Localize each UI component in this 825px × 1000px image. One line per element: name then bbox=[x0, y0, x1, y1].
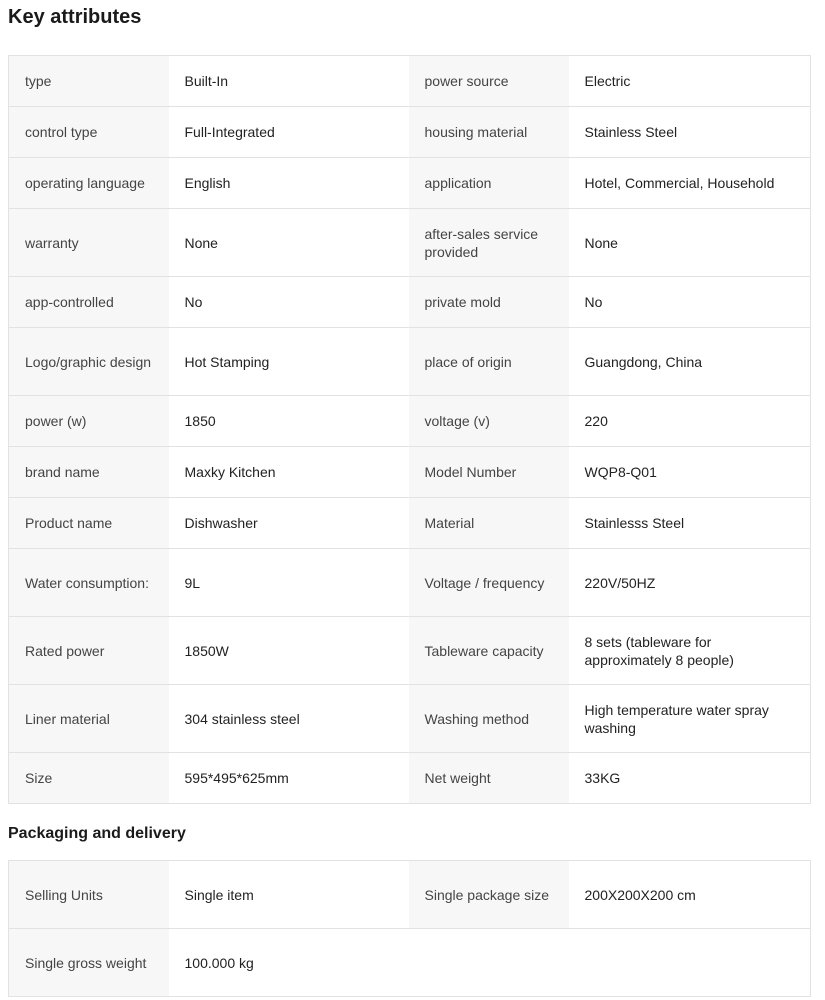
attribute-name: type bbox=[9, 56, 169, 107]
attribute-name: brand name bbox=[9, 447, 169, 498]
attribute-name: application bbox=[409, 158, 569, 209]
attribute-name: Material bbox=[409, 498, 569, 549]
attribute-value: 1850W bbox=[169, 617, 409, 685]
attribute-name: Water consumption: bbox=[9, 549, 169, 617]
attribute-value: None bbox=[169, 209, 409, 277]
attribute-name: Washing method bbox=[409, 685, 569, 753]
table-row bbox=[9, 929, 811, 997]
table-row bbox=[9, 685, 811, 753]
attribute-value: Guangdong, China bbox=[569, 328, 811, 396]
attribute-name: Size bbox=[9, 753, 169, 804]
table-row bbox=[9, 861, 811, 929]
table-row bbox=[9, 209, 811, 277]
attribute-value: Dishwasher bbox=[169, 498, 409, 549]
attribute-value: 8 sets (tableware for approximately 8 people) bbox=[569, 617, 811, 685]
table-row bbox=[9, 56, 811, 107]
attribute-value: 220V/50HZ bbox=[569, 549, 811, 617]
attribute-value: 595*495*625mm bbox=[169, 753, 409, 804]
attribute-name: after-sales service provided bbox=[409, 209, 569, 277]
attribute-value: None bbox=[569, 209, 811, 277]
attribute-name: voltage (v) bbox=[409, 396, 569, 447]
attribute-name: Liner material bbox=[9, 685, 169, 753]
attribute-value: 1850 bbox=[169, 396, 409, 447]
table-row bbox=[9, 753, 811, 804]
attribute-value: 100.000 kg bbox=[169, 929, 409, 997]
attribute-name: housing material bbox=[409, 107, 569, 158]
table-row bbox=[9, 107, 811, 158]
table-row bbox=[9, 328, 811, 396]
attribute-value: Built-In bbox=[169, 56, 409, 107]
attribute-value: WQP8-Q01 bbox=[569, 447, 811, 498]
attribute-value: No bbox=[169, 277, 409, 328]
attribute-value: 33KG bbox=[569, 753, 811, 804]
attribute-name: private mold bbox=[409, 277, 569, 328]
attribute-name: control type bbox=[9, 107, 169, 158]
attribute-name: Single package size bbox=[409, 861, 569, 929]
attribute-value: 220 bbox=[569, 396, 811, 447]
attribute-name: power (w) bbox=[9, 396, 169, 447]
attribute-name: app-controlled bbox=[9, 277, 169, 328]
table-row bbox=[9, 277, 811, 328]
attribute-name: warranty bbox=[9, 209, 169, 277]
attribute-value: Hotel, Commercial, Household bbox=[569, 158, 811, 209]
attribute-value: Single item bbox=[169, 861, 409, 929]
table-row bbox=[9, 396, 811, 447]
attribute-name: place of origin bbox=[409, 328, 569, 396]
empty-cell bbox=[569, 929, 811, 997]
attribute-name: Net weight bbox=[409, 753, 569, 804]
attribute-value: Hot Stamping bbox=[169, 328, 409, 396]
table-row bbox=[9, 447, 811, 498]
attribute-value: 304 stainless steel bbox=[169, 685, 409, 753]
attribute-name: Tableware capacity bbox=[409, 617, 569, 685]
attribute-name: Rated power bbox=[9, 617, 169, 685]
table-row bbox=[9, 617, 811, 685]
attribute-value: No bbox=[569, 277, 811, 328]
attribute-name: Selling Units bbox=[9, 861, 169, 929]
section-title-packaging: Packaging and delivery bbox=[8, 825, 186, 842]
packaging-table bbox=[8, 860, 811, 997]
attribute-name: Voltage / frequency bbox=[409, 549, 569, 617]
table-row bbox=[9, 158, 811, 209]
attribute-name: Logo/graphic design bbox=[9, 328, 169, 396]
table-row bbox=[9, 498, 811, 549]
attribute-value: 200X200X200 cm bbox=[569, 861, 811, 929]
attribute-value: 9L bbox=[169, 549, 409, 617]
attribute-name: Product name bbox=[9, 498, 169, 549]
attribute-value: Electric bbox=[569, 56, 811, 107]
attribute-value: Full-Integrated bbox=[169, 107, 409, 158]
attribute-name: Model Number bbox=[409, 447, 569, 498]
attribute-name: power source bbox=[409, 56, 569, 107]
attribute-value: English bbox=[169, 158, 409, 209]
attribute-name: operating language bbox=[9, 158, 169, 209]
attribute-value: Maxky Kitchen bbox=[169, 447, 409, 498]
table-row bbox=[9, 549, 811, 617]
key-attributes-table bbox=[8, 55, 811, 804]
empty-cell bbox=[409, 929, 569, 997]
attribute-value: High temperature water spray washing bbox=[569, 685, 811, 753]
attribute-value: Stainlesss Steel bbox=[569, 498, 811, 549]
section-title-key-attributes: Key attributes bbox=[8, 6, 142, 28]
attribute-name: Single gross weight bbox=[9, 929, 169, 997]
attribute-value: Stainless Steel bbox=[569, 107, 811, 158]
